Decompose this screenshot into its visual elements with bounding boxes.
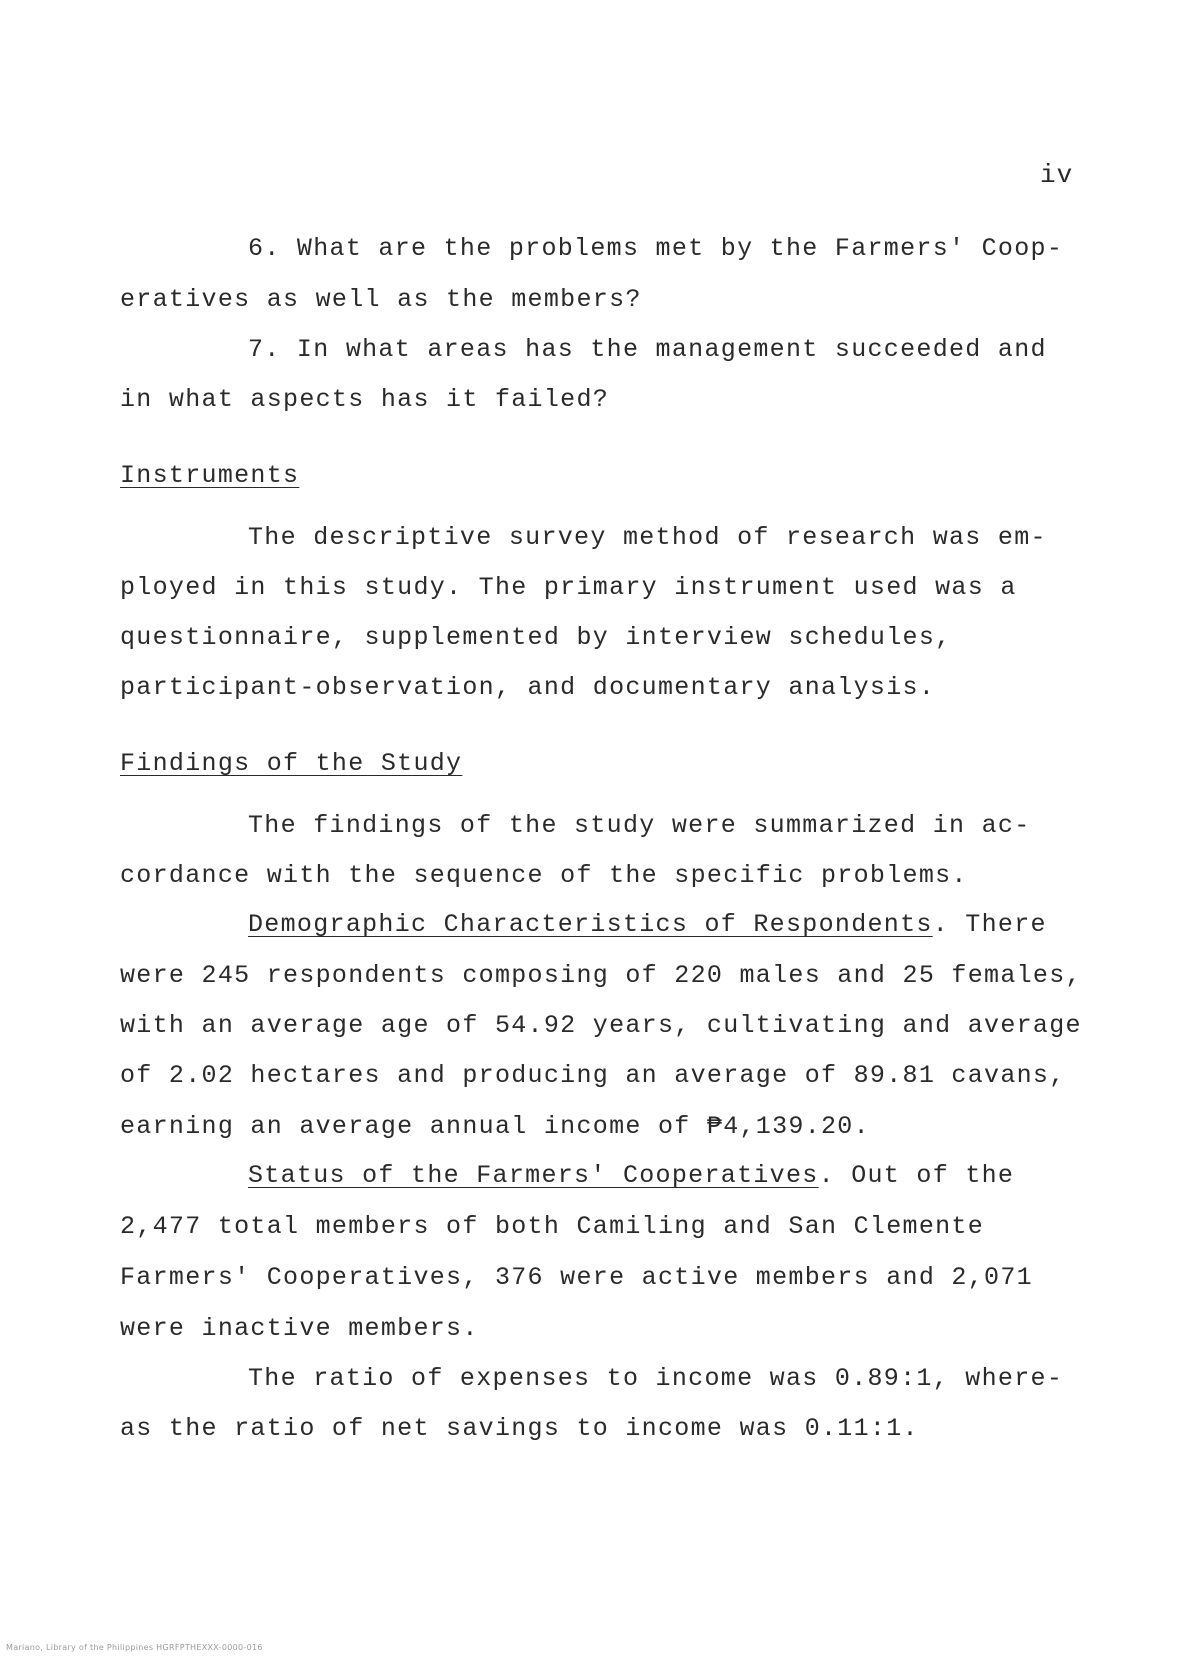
demographic-first-line-rest: . There — [932, 910, 1047, 939]
question-7-line-1: 7. In what areas has the management succeeded and — [248, 335, 1047, 364]
demographic-title: Demographic Characteristics of Respondents — [248, 910, 933, 939]
instruments-line: participant-observation, and documentary analysis. — [120, 673, 936, 702]
ratio-line: The ratio of expenses to income was 0.89:1, where- — [248, 1364, 1064, 1393]
status-line: Farmers' Cooperatives, 376 were active members and 2,071 — [120, 1263, 1033, 1292]
status-line: were inactive members. — [120, 1314, 479, 1343]
demographic-line: with an average age of 54.92 years, cultivating and average — [120, 1011, 1082, 1040]
findings-intro-line: The findings of the study were summarized in ac- — [248, 811, 1031, 840]
status-first-line — [248, 1160, 1014, 1192]
findings-intro-line: cordance with the sequence of the specific problems. — [120, 861, 968, 890]
question-6-line-1: 6. What are the problems met by the Farmers' Coop- — [248, 234, 1064, 263]
ratio-line: as the ratio of net savings to income was 0.11:1. — [120, 1414, 919, 1443]
instruments-heading: Instruments — [120, 461, 300, 490]
status-line: 2,477 total members of both Camiling and San Clemente — [120, 1212, 985, 1241]
demographic-line: earning an average annual income of ₱4,139.20. — [120, 1112, 870, 1141]
demographic-line: of 2.02 hectares and producing an average of 89.81 cavans, — [120, 1061, 1066, 1090]
status-first-line-rest: . Out of the — [818, 1161, 1015, 1190]
status-title: Status of the Farmers' Cooperatives — [248, 1161, 819, 1190]
question-6-line-2: eratives as well as the members? — [120, 285, 642, 314]
question-7-line-2: in what aspects has it failed? — [120, 385, 610, 414]
instruments-line: ployed in this study. The primary instrument used was a — [120, 573, 1017, 602]
instruments-line: questionnaire, supplemented by interview schedules, — [120, 623, 952, 652]
demographic-first-line — [248, 909, 1047, 941]
demographic-line: were 245 respondents composing of 220 males and 25 females, — [120, 961, 1082, 990]
scan-footer: Mariano, Library of the Philippines HGRFPTHEXXX-0000-016 — [6, 1643, 263, 1652]
findings-heading: Findings of the Study — [120, 749, 463, 778]
page-number: iv — [1040, 160, 1074, 190]
instruments-line: The descriptive survey method of research was em- — [248, 523, 1047, 552]
